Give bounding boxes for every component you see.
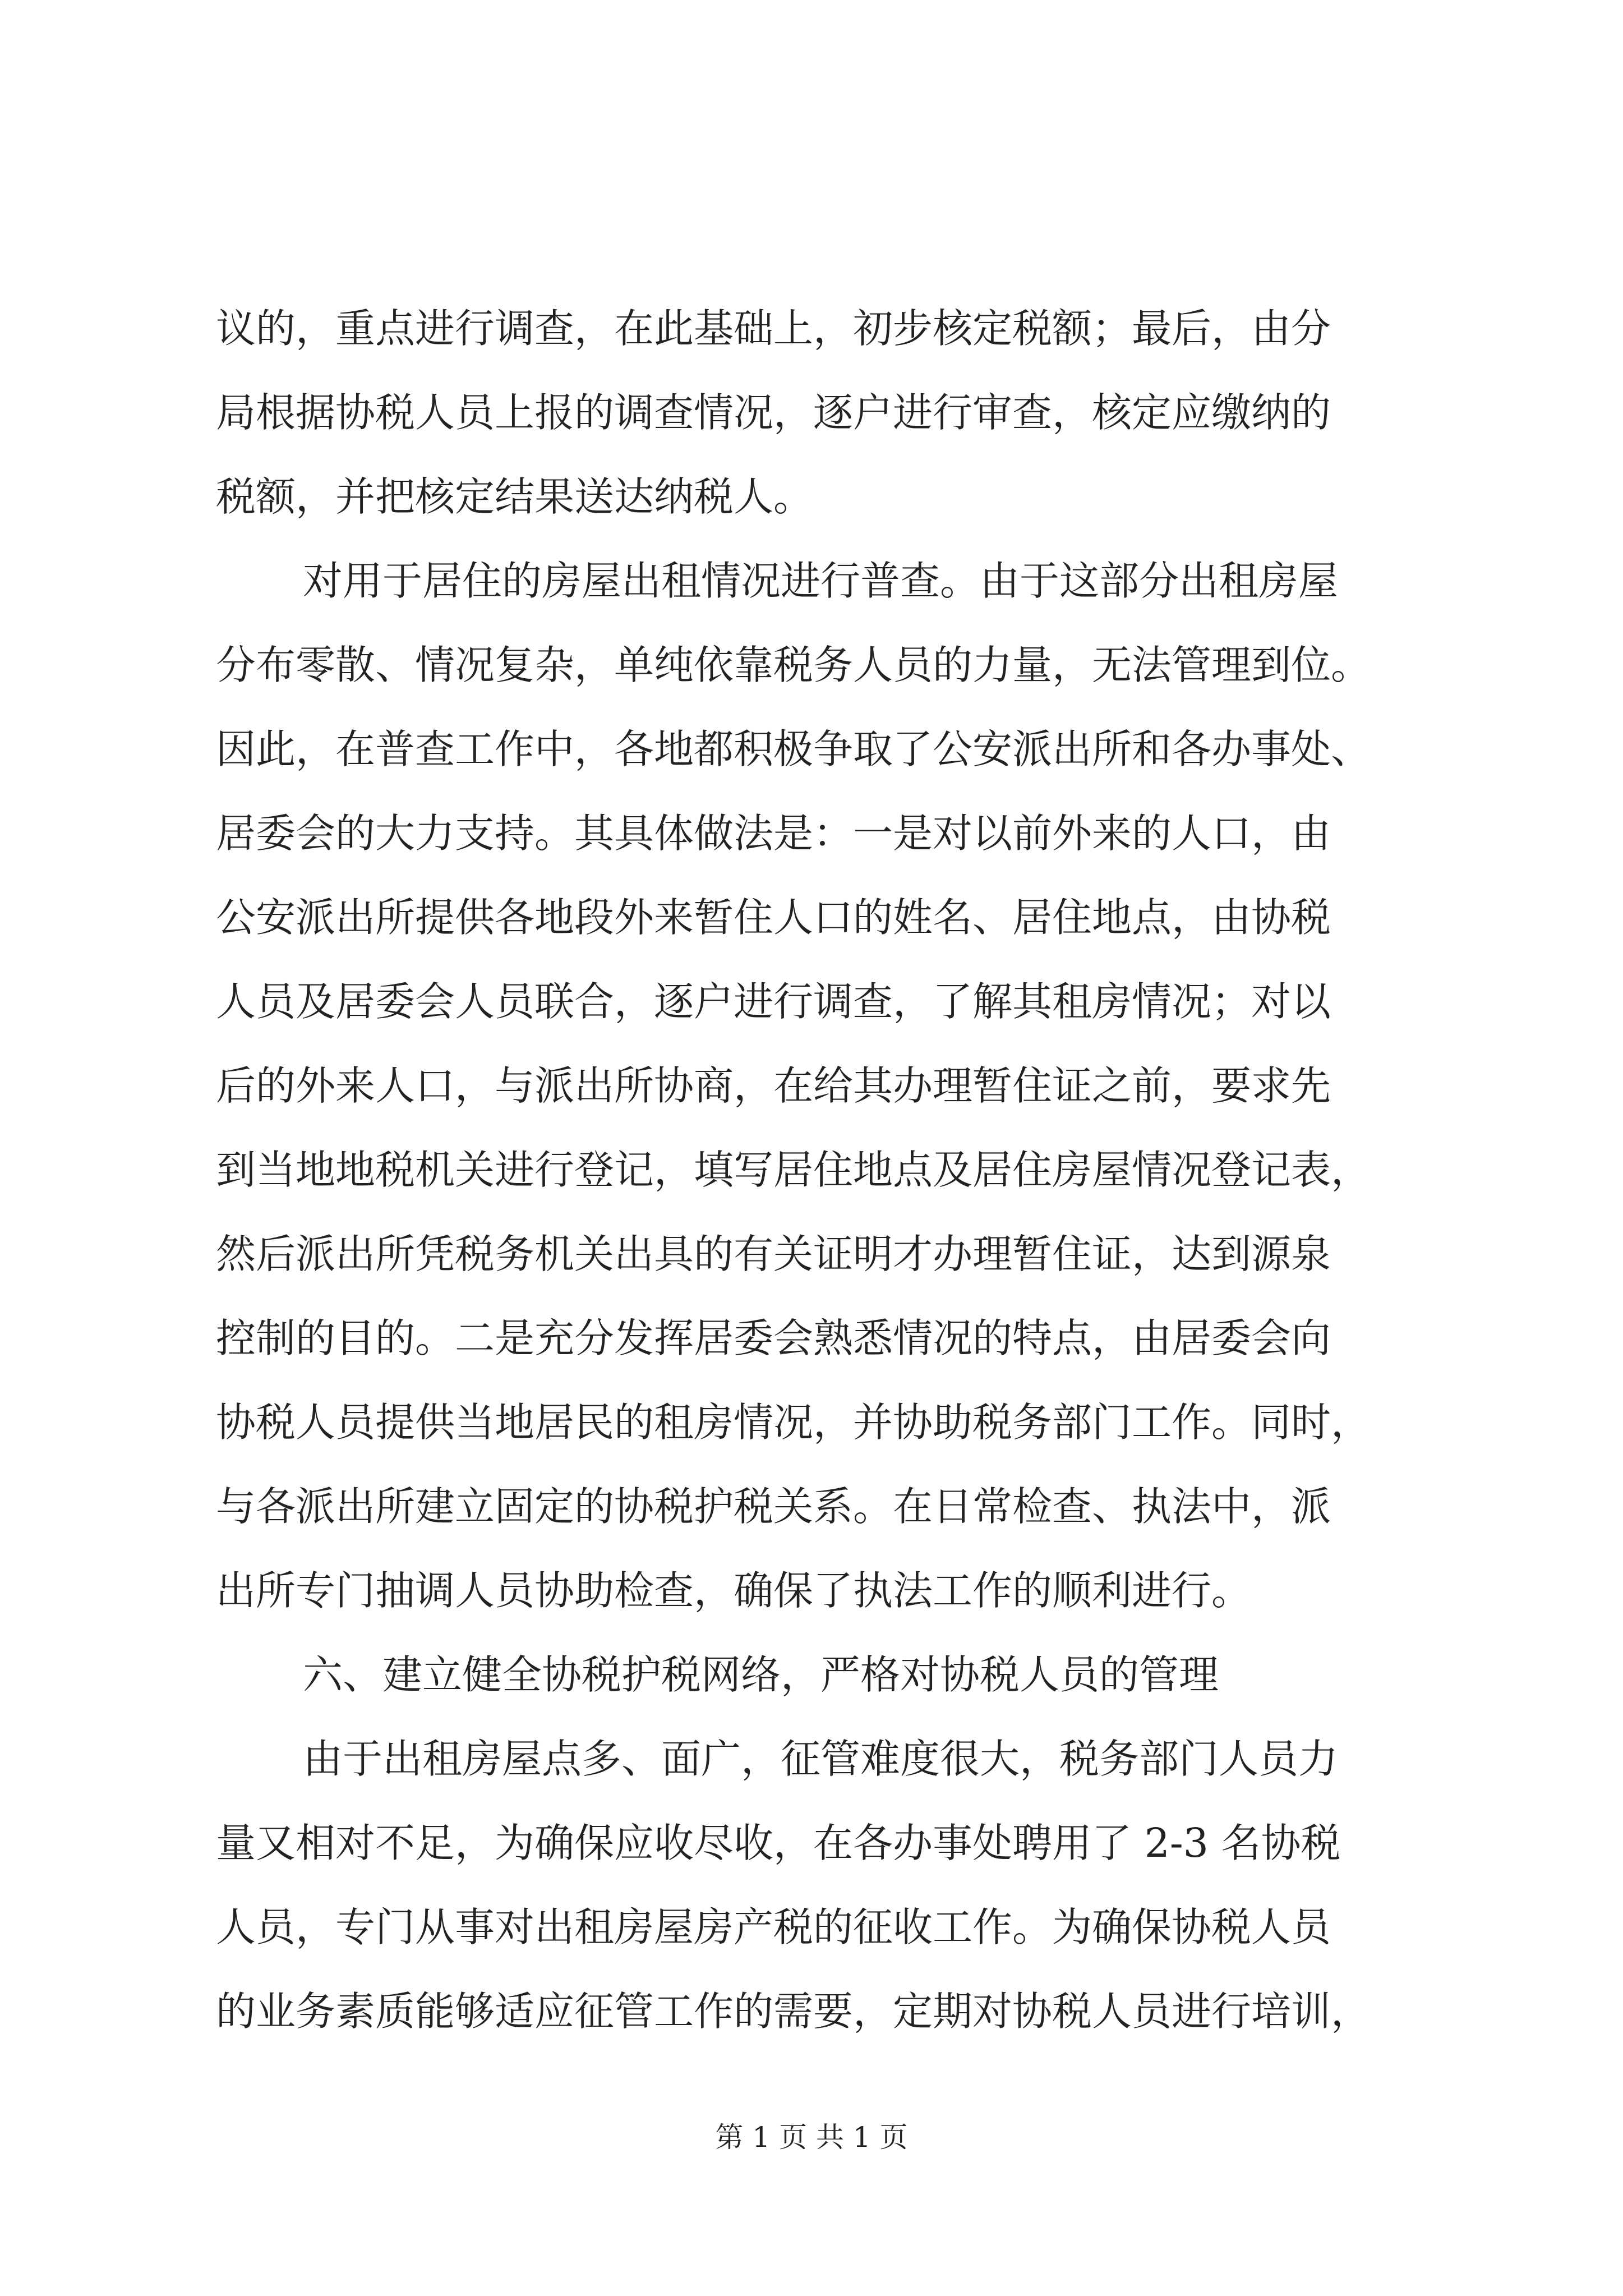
text-line-1: 议的，重点进行调查，在此基础上，初步核定税额；最后，由分 [216,305,1331,352]
text-line-10: 后的外来人口，与派出所协商，在给其办理暂住证之前，要求先 [216,1062,1331,1109]
text-line-20: 人员，专门从事对出租房屋房产税的征收工作。为确保协税人员 [216,1904,1331,1950]
text-line-13: 控制的目的。二是充分发挥居委会熟悉情况的特点，由居委会向 [216,1315,1331,1361]
text-line-9: 人员及居委会人员联合，逐户进行调查，了解其租房情况；对以 [216,978,1331,1025]
text-line-14: 协税人员提供当地居民的租房情况，并协助税务部门工作。同时， [216,1399,1371,1446]
text-line-16: 出所专门抽调人员协助检查，确保了执法工作的顺利进行。 [216,1567,1252,1614]
text-line-19: 量又相对不足，为确保应收尽收，在各办事处聘用了 2-3 名协税 [216,1820,1341,1866]
text-line-7: 居委会的大力支持。其具体做法是：一是对以前外来的人口，由 [216,810,1331,857]
paragraph-start-line: 对用于居住的房屋出租情况进行普查。由于这部分出租房屋 [303,558,1339,604]
section-heading: 六、建立健全协税护税网络，严格对协税人员的管理 [303,1651,1219,1698]
page-footer: 第 1 页 共 1 页 [715,2121,908,2154]
text-line-2: 局根据协税人员上报的调查情况，逐户进行审查，核定应缴纳的 [216,389,1331,436]
text-line-15: 与各派出所建立固定的协税护税关系。在日常检查、执法中，派 [216,1483,1331,1530]
text-line-3: 税额，并把核定结果送达纳税人。 [216,473,814,520]
text-line-11: 到当地地税机关进行登记，填写居住地点及居住房屋情况登记表， [216,1147,1371,1193]
paragraph-start-line: 由于出租房屋点多、面广，征管难度很大，税务部门人员力 [303,1736,1339,1782]
text-line-8: 公安派出所提供各地段外来暂住人口的姓名、居住地点，由协税 [216,894,1331,941]
text-line-21: 的业务素质能够适应征管工作的需要，定期对协税人员进行培训， [216,1988,1371,2035]
text-line-6: 因此，在普查工作中，各地都积极争取了公安派出所和各办事处、 [216,726,1371,772]
text-line-12: 然后派出所凭税务机关出具的有关证明才办理暂住证，达到源泉 [216,1231,1331,1277]
text-line-5: 分布零散、情况复杂，单纯依靠税务人员的力量，无法管理到位。 [216,642,1371,688]
